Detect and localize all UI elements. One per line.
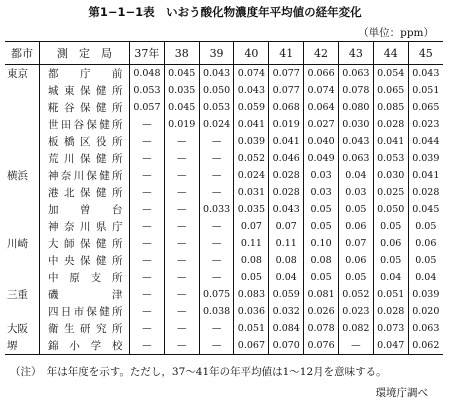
value-cell: 0.041 <box>412 170 440 181</box>
city-cell: 東京 <box>5 65 40 83</box>
value-cell: 0.039 <box>412 289 440 300</box>
value-cell: — <box>130 218 165 235</box>
station-cell: 荒川保健所 <box>40 150 130 167</box>
value-cell: 0.05 <box>338 269 373 286</box>
value-cell: 0.045 <box>164 65 199 83</box>
table-header <box>5 42 443 65</box>
value-cell: 0.11 <box>269 235 304 252</box>
station-cell: 加曽台 <box>40 201 130 218</box>
city-cell <box>5 133 40 150</box>
column-header: 41 <box>269 42 304 65</box>
value-cell: 0.043 <box>269 201 304 218</box>
value-cell: 0.076 <box>304 337 339 355</box>
value-cell: — <box>164 303 199 320</box>
value-cell: 0.04 <box>415 272 437 283</box>
value-cell: 0.081 <box>304 286 339 303</box>
value-cell: 0.045 <box>164 99 199 116</box>
value-cell: 0.04 <box>269 269 304 286</box>
value-cell: 0.046 <box>269 150 304 167</box>
value-cell: 0.065 <box>373 82 408 99</box>
value-cell: 0.019 <box>164 116 199 133</box>
value-cell: 0.028 <box>373 303 408 320</box>
table-row <box>5 150 443 167</box>
value-cell: — <box>164 150 199 167</box>
value-cell: 0.035 <box>164 82 199 99</box>
city-cell: 大阪 <box>5 320 40 337</box>
station-cell: 世田谷保健所 <box>40 116 130 133</box>
station-cell: 錦小学校 <box>40 337 130 355</box>
value-cell: 0.05 <box>373 218 408 235</box>
value-cell: 0.05 <box>304 218 339 235</box>
city-cell <box>5 150 40 167</box>
value-cell: 0.032 <box>269 303 304 320</box>
table-row <box>5 201 443 218</box>
value-cell: — <box>130 269 165 286</box>
value-cell: 0.023 <box>412 119 440 130</box>
value-cell: 0.051 <box>412 85 440 96</box>
value-cell: 0.020 <box>412 306 440 317</box>
value-cell: 0.057 <box>130 99 165 116</box>
value-cell: 0.059 <box>269 286 304 303</box>
value-cell: 0.019 <box>269 116 304 133</box>
value-cell: 0.065 <box>412 102 440 113</box>
city-cell <box>5 82 40 99</box>
city-cell: 横浜 <box>5 167 40 184</box>
table-body <box>5 65 443 355</box>
footnote: （注） 年は年度を示す。ただし，37〜41年の年平均値は1〜12月を意味する。 <box>10 366 387 378</box>
value-cell: 0.041 <box>373 133 408 150</box>
value-cell: — <box>130 252 165 269</box>
value-cell: 0.059 <box>234 99 269 116</box>
value-cell: 0.05 <box>373 252 408 269</box>
value-cell: 0.028 <box>269 167 304 184</box>
value-cell: 0.06 <box>415 238 437 249</box>
value-cell: 0.03 <box>304 167 339 184</box>
station-cell: 城東保健所 <box>40 82 130 99</box>
table-row <box>5 116 443 133</box>
station-cell: 板橋区役所 <box>40 133 130 150</box>
value-cell: 0.039 <box>234 133 269 150</box>
table-row <box>5 286 443 303</box>
value-cell: 0.039 <box>412 153 440 164</box>
value-cell: 0.077 <box>269 65 304 83</box>
value-cell: — <box>164 269 199 286</box>
value-cell: 0.043 <box>412 68 440 79</box>
value-cell: — <box>199 150 234 167</box>
value-cell: — <box>164 337 199 355</box>
value-cell: 0.041 <box>269 133 304 150</box>
column-header: 都市 <box>5 42 40 65</box>
value-cell: — <box>199 320 234 337</box>
value-cell: 0.06 <box>338 252 373 269</box>
source-label: 環境庁調べ <box>375 387 428 399</box>
city-cell <box>5 201 40 218</box>
unit-label: （単位：ppm） <box>358 27 434 39</box>
value-cell: 0.073 <box>373 320 408 337</box>
column-header: 37年 <box>130 42 165 65</box>
value-cell: 0.083 <box>234 286 269 303</box>
value-cell: 0.053 <box>373 150 408 167</box>
value-cell: 0.078 <box>338 82 373 99</box>
table-row <box>5 320 443 337</box>
value-cell: — <box>199 133 234 150</box>
value-cell: 0.075 <box>199 286 234 303</box>
value-cell: 0.063 <box>338 65 373 83</box>
value-cell: 0.051 <box>373 286 408 303</box>
value-cell: 0.052 <box>338 286 373 303</box>
value-cell: 0.043 <box>234 82 269 99</box>
value-cell: 0.05 <box>338 201 373 218</box>
city-cell <box>5 184 40 201</box>
value-cell: 0.045 <box>412 204 440 215</box>
station-cell: 衛生研究所 <box>40 320 130 337</box>
value-cell: — <box>130 116 165 133</box>
value-cell: 0.08 <box>269 252 304 269</box>
value-cell: — <box>338 337 373 355</box>
value-cell: 0.078 <box>304 320 339 337</box>
column-header: 45 <box>408 42 443 65</box>
value-cell: 0.023 <box>338 303 373 320</box>
value-cell: 0.074 <box>234 65 269 83</box>
value-cell: 0.027 <box>304 116 339 133</box>
table-row <box>5 235 443 252</box>
value-cell: 0.066 <box>304 65 339 83</box>
value-cell: — <box>164 286 199 303</box>
value-cell: — <box>164 320 199 337</box>
city-cell <box>5 303 40 320</box>
city-cell <box>5 269 40 286</box>
city-cell <box>5 252 40 269</box>
value-cell: 0.044 <box>412 136 440 147</box>
value-cell: 0.051 <box>234 320 269 337</box>
value-cell: 0.024 <box>199 116 234 133</box>
value-cell: 0.05 <box>415 221 437 232</box>
value-cell: — <box>164 167 199 184</box>
table-row <box>5 99 443 116</box>
value-cell: 0.04 <box>338 167 373 184</box>
table-row <box>5 184 443 201</box>
value-cell: 0.053 <box>130 82 165 99</box>
column-header: 測 定 局 <box>40 42 130 65</box>
station-cell: 神奈川保健所 <box>40 167 130 184</box>
value-cell: 0.067 <box>234 337 269 355</box>
value-cell: — <box>130 286 165 303</box>
value-cell: 0.040 <box>304 133 339 150</box>
value-cell: — <box>199 337 234 355</box>
value-cell: 0.026 <box>304 303 339 320</box>
value-cell: — <box>164 201 199 218</box>
value-cell: — <box>199 167 234 184</box>
table-row <box>5 269 443 286</box>
value-cell: 0.05 <box>304 201 339 218</box>
value-cell: 0.10 <box>304 235 339 252</box>
value-cell: 0.038 <box>199 303 234 320</box>
column-header: 39 <box>199 42 234 65</box>
value-cell: 0.031 <box>234 184 269 201</box>
station-cell: 大師保健所 <box>40 235 130 252</box>
value-cell: 0.035 <box>234 201 269 218</box>
value-cell: 0.043 <box>338 133 373 150</box>
value-cell: — <box>130 167 165 184</box>
value-cell: 0.030 <box>338 116 373 133</box>
table-row <box>5 133 443 150</box>
value-cell: 0.028 <box>373 116 408 133</box>
value-cell: — <box>130 184 165 201</box>
city-cell: 堺 <box>5 337 40 355</box>
value-cell: — <box>199 269 234 286</box>
value-cell: 0.024 <box>234 167 269 184</box>
value-cell: 0.05 <box>234 269 269 286</box>
value-cell: 0.04 <box>373 269 408 286</box>
value-cell: — <box>199 235 234 252</box>
value-cell: 0.028 <box>412 187 440 198</box>
value-cell: 0.063 <box>338 150 373 167</box>
station-cell: 糀谷保健所 <box>40 99 130 116</box>
value-cell: 0.030 <box>373 167 408 184</box>
value-cell: 0.048 <box>130 65 165 83</box>
value-cell: 0.07 <box>269 218 304 235</box>
value-cell: 0.068 <box>269 99 304 116</box>
value-cell: 0.080 <box>338 99 373 116</box>
table-row <box>5 65 443 83</box>
value-cell: 0.033 <box>199 201 234 218</box>
value-cell: — <box>199 184 234 201</box>
value-cell: — <box>164 184 199 201</box>
value-cell: 0.043 <box>199 65 234 83</box>
value-cell: 0.11 <box>234 235 269 252</box>
value-cell: — <box>130 150 165 167</box>
value-cell: 0.07 <box>338 235 373 252</box>
station-cell: 神奈川県庁 <box>40 218 130 235</box>
table-title: 第1−1−1表 いおう酸化物濃度年平均値の経年変化 <box>88 5 362 19</box>
value-cell: 0.085 <box>373 99 408 116</box>
city-cell <box>5 116 40 133</box>
station-cell: 都庁前 <box>40 65 130 83</box>
value-cell: — <box>130 235 165 252</box>
city-cell <box>5 218 40 235</box>
value-cell: 0.06 <box>373 235 408 252</box>
value-cell: — <box>199 218 234 235</box>
value-cell: — <box>130 303 165 320</box>
value-cell: 0.050 <box>373 201 408 218</box>
city-cell: 三重 <box>5 286 40 303</box>
value-cell: 0.054 <box>373 65 408 83</box>
city-cell <box>5 99 40 116</box>
value-cell: — <box>164 235 199 252</box>
value-cell: — <box>164 133 199 150</box>
station-cell: 中央保健所 <box>40 252 130 269</box>
data-table <box>5 41 443 355</box>
value-cell: 0.05 <box>415 255 437 266</box>
station-cell: 四日市保健所 <box>40 303 130 320</box>
value-cell: 0.082 <box>338 320 373 337</box>
value-cell: 0.036 <box>234 303 269 320</box>
value-cell: 0.041 <box>234 116 269 133</box>
value-cell: — <box>130 201 165 218</box>
value-cell: 0.052 <box>234 150 269 167</box>
value-cell: — <box>164 218 199 235</box>
value-cell: — <box>130 337 165 355</box>
table-row <box>5 167 443 184</box>
station-cell: 中原支所 <box>40 269 130 286</box>
table-row <box>5 218 443 235</box>
value-cell: — <box>199 252 234 269</box>
value-cell: 0.025 <box>373 184 408 201</box>
value-cell: 0.063 <box>412 323 440 334</box>
table-row <box>5 252 443 269</box>
value-cell: — <box>130 133 165 150</box>
column-header: 44 <box>373 42 408 65</box>
table-row <box>5 82 443 99</box>
value-cell: 0.062 <box>408 337 443 355</box>
column-header: 38 <box>164 42 199 65</box>
value-cell: — <box>164 252 199 269</box>
value-cell: 0.05 <box>304 269 339 286</box>
value-cell: 0.047 <box>373 337 408 355</box>
value-cell: 0.070 <box>269 337 304 355</box>
value-cell: 0.028 <box>269 184 304 201</box>
value-cell: — <box>130 320 165 337</box>
header-row <box>5 42 443 65</box>
value-cell: 0.08 <box>234 252 269 269</box>
value-cell: 0.074 <box>304 82 339 99</box>
value-cell: 0.07 <box>234 218 269 235</box>
value-cell: 0.06 <box>338 218 373 235</box>
table-row <box>5 337 443 355</box>
column-header: 42 <box>304 42 339 65</box>
station-cell: 磯津 <box>40 286 130 303</box>
value-cell: 0.08 <box>304 252 339 269</box>
station-cell: 港北保健所 <box>40 184 130 201</box>
city-cell: 川崎 <box>5 235 40 252</box>
column-header: 40 <box>234 42 269 65</box>
value-cell: 0.077 <box>269 82 304 99</box>
value-cell: 0.050 <box>199 82 234 99</box>
value-cell: 0.084 <box>269 320 304 337</box>
table-row <box>5 303 443 320</box>
column-header: 43 <box>338 42 373 65</box>
value-cell: 0.053 <box>199 99 234 116</box>
value-cell: 0.064 <box>304 99 339 116</box>
value-cell: 0.03 <box>338 184 373 201</box>
value-cell: 0.03 <box>304 184 339 201</box>
value-cell: 0.049 <box>304 150 339 167</box>
